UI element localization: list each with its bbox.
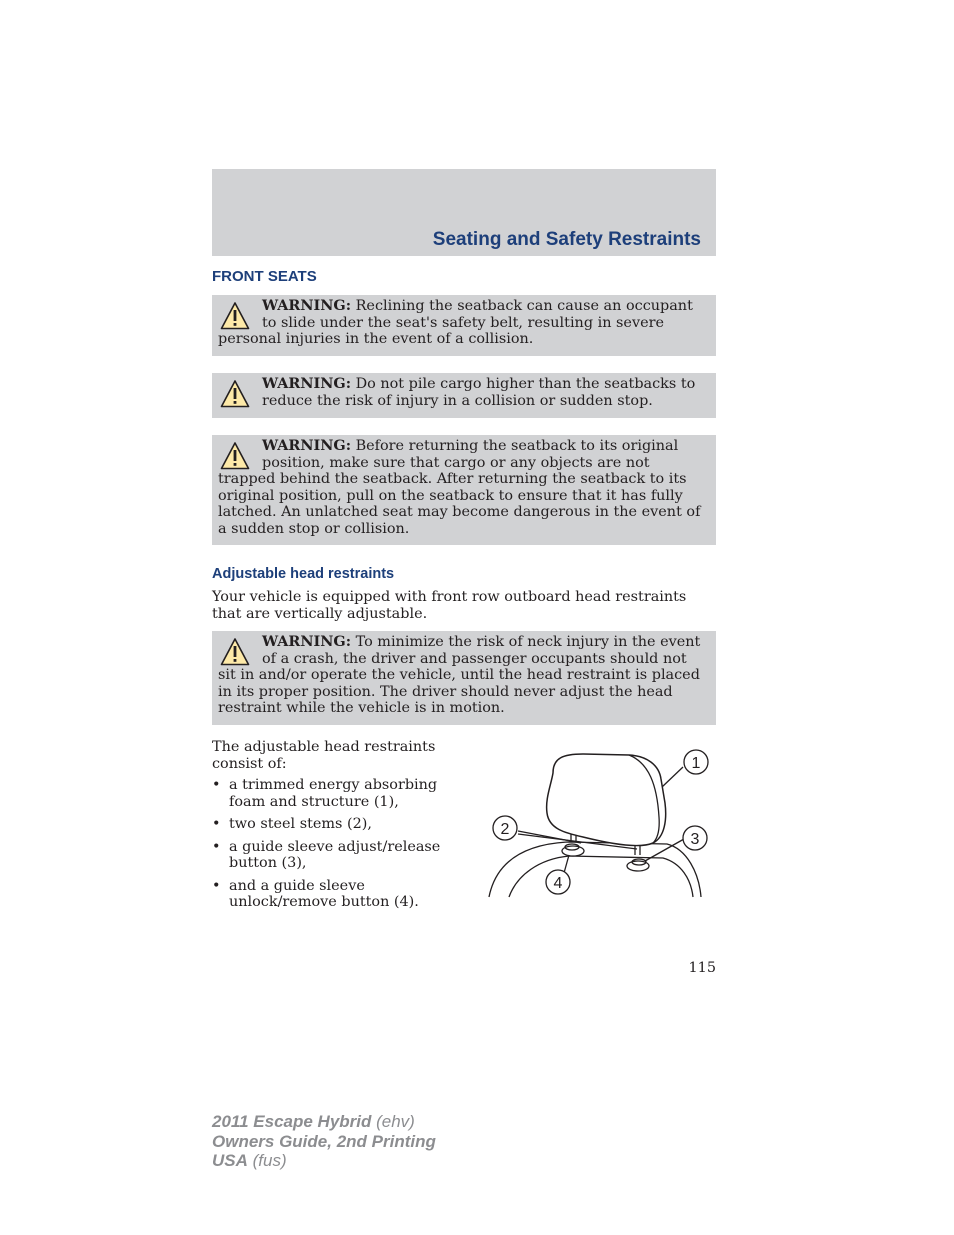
bullet: • <box>212 877 221 894</box>
list-item <box>212 777 472 810</box>
footer-market-code: (fus) <box>247 1151 287 1170</box>
warning-text: To minimize the risk of neck injury in the event of a crash, the driver and passenger occupants should not sit in and/or operate the vehicle, until the head restraint is placed in its proper position. The driver should never adjust the head restraint while the vehicle is in motion. <box>218 634 701 716</box>
footer-guide: Owners Guide, 2nd Printing <box>212 1131 436 1151</box>
warning-box-recline <box>212 295 716 356</box>
warning-text: Do not pile cargo higher than the seatbacks to reduce the risk of injury in a collision or sudden stop. <box>262 376 696 409</box>
warning-box-neck-injury <box>212 631 716 725</box>
head-restraint-illustration <box>487 745 717 900</box>
seatback-inner-line <box>509 856 693 897</box>
warning-text: Reclining the seatback can cause an occupant to slide under the seat's safety belt, resulting in severe personal injuries in the event of a collision. <box>218 298 693 347</box>
footer-market: USA <box>212 1151 248 1170</box>
list-item-text: a trimmed energy absorbing foam and structure (1), <box>229 777 438 810</box>
list-item <box>212 839 472 872</box>
list-item-text: two steel stems (2), <box>229 816 372 832</box>
warning-label: WARNING: <box>262 375 352 392</box>
leader-line-1 <box>662 767 683 787</box>
warning-box-cargo <box>212 373 716 418</box>
leader-line-4 <box>564 855 569 873</box>
warning-triangle-icon <box>220 441 250 471</box>
bullet: • <box>212 838 221 855</box>
warning-box-latch <box>212 435 716 545</box>
warning-label: WARNING: <box>262 297 352 314</box>
warning-triangle-icon <box>220 301 250 331</box>
warning-triangle-icon <box>220 379 250 409</box>
head-restraint-cushion <box>547 754 666 845</box>
seatback-outline <box>489 842 701 897</box>
callout-2: 2 <box>500 821 510 838</box>
consist-intro: The adjustable head restraints consist of: <box>212 739 436 772</box>
head-restraints-intro: Your vehicle is equipped with front row outboard head restraints that are vertically adjustable. <box>212 589 687 622</box>
front-seats-heading: FRONT SEATS <box>212 268 317 285</box>
adjustable-head-restraints-heading: Adjustable head restraints <box>212 566 395 582</box>
footer-model-code: (ehv) <box>371 1112 415 1131</box>
warning-text: Before returning the seatback to its original position, make sure that cargo or any objects are not trapped behind the seatback. After returning the seatback to its original position, pull on the seatback to ensure that it has fully latched. An unlatched seat may become dangerous in the event of a sudden stop or collision. <box>218 438 701 537</box>
warning-label: WARNING: <box>262 633 352 650</box>
warning-triangle-icon <box>220 637 250 667</box>
page-number: 115 <box>688 960 716 976</box>
section-title: Seating and Safety Restraints <box>432 229 701 250</box>
list-item <box>212 878 472 911</box>
list-item-text: and a guide sleeve unlock/remove button (4). <box>229 877 419 910</box>
document-footer <box>212 1112 436 1171</box>
section-header-bar <box>212 169 716 256</box>
bullet: • <box>212 816 221 832</box>
callout-4: 4 <box>553 875 563 892</box>
head-restraint-parts-list <box>212 777 472 917</box>
list-item-text: a guide sleeve adjust/release button (3), <box>229 838 441 871</box>
warning-label: WARNING: <box>262 437 352 454</box>
footer-model: 2011 Escape Hybrid <box>212 1112 372 1131</box>
list-item <box>212 816 472 833</box>
bullet: • <box>212 777 221 793</box>
callout-3: 3 <box>690 831 700 848</box>
callout-1: 1 <box>691 755 701 772</box>
